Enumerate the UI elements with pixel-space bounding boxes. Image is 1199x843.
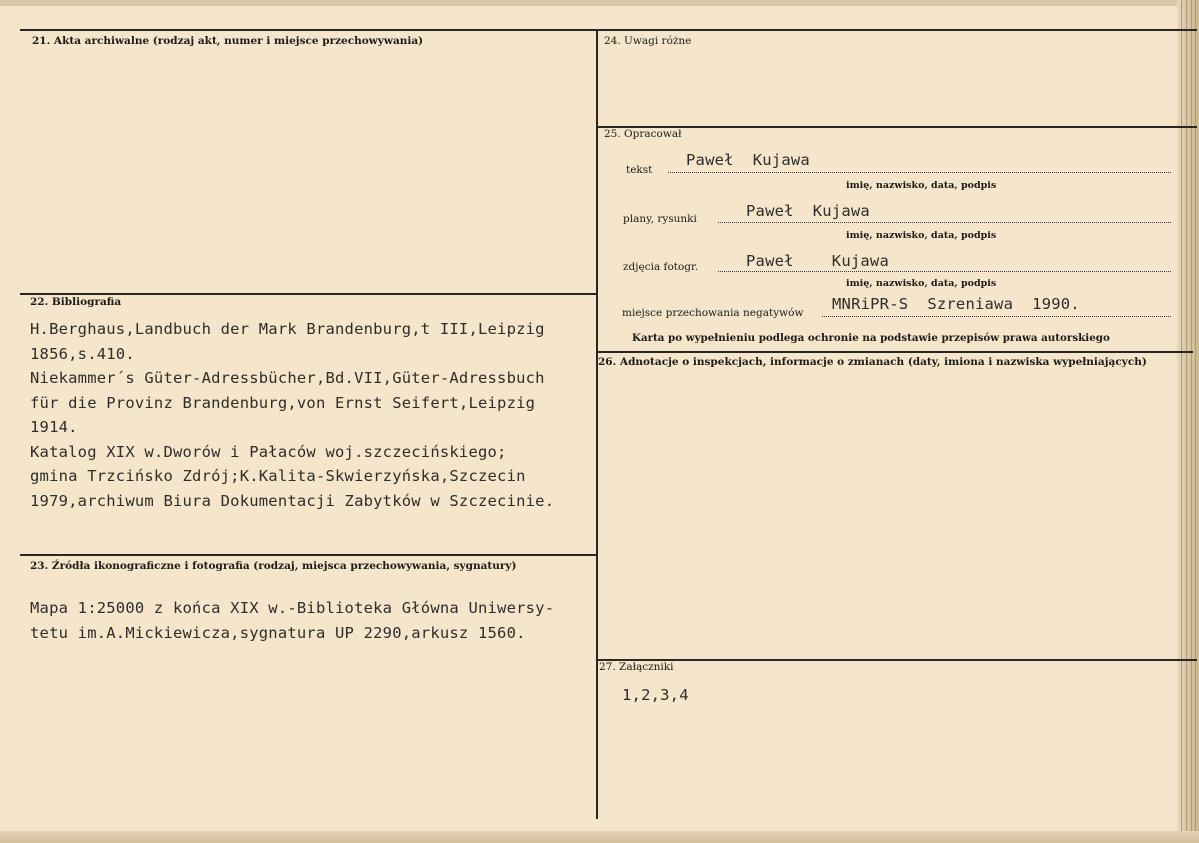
negatywy-value: MNRiPR-S Szreniawa 1990. — [832, 295, 1080, 313]
bibliography-text — [30, 317, 554, 513]
bibliography-line: gmina Trzcińsko Zdrój;K.Kalita-Skwierzyńska,Szczecin — [30, 467, 526, 485]
plany-value: Paweł Kujawa — [746, 202, 870, 220]
section-27-label: 27. Załączniki — [599, 661, 674, 673]
iconography-line: Mapa 1:25000 z końca XIX w.-Biblioteka Główna Uniwersy- — [30, 599, 555, 617]
section-23-label: 23. Źródła ikonograficzne i fotografia (rodzaj, miejsca przechowywania, sygnatury) — [30, 560, 517, 572]
rule-24-25 — [596, 126, 1197, 128]
section-25-label: 25. Opracował — [604, 128, 682, 140]
tekst-caption: imię, nazwisko, data, podpis — [846, 180, 997, 191]
section-26-label: 26. Adnotacje o inspekcjach, informacje o zmianach (daty, imiona i nazwiska wypełniających) — [598, 356, 1147, 368]
section-22-label: 22. Bibliografia — [30, 296, 122, 308]
tekst-dotted-line — [668, 172, 1171, 173]
zdjecia-caption: imię, nazwisko, data, podpis — [846, 278, 997, 289]
zdjecia-label: zdjęcia fotogr. — [623, 261, 699, 273]
tekst-label: tekst — [626, 164, 653, 176]
rule-22-23 — [20, 554, 596, 556]
copyright-note: Karta po wypełnieniu podlega ochronie na podstawie przepisów prawa autorskiego — [632, 332, 1110, 344]
card-bottom-edge — [0, 831, 1199, 843]
bibliography-line: 1914. — [30, 418, 78, 436]
rule-21-22 — [20, 293, 596, 295]
plany-caption: imię, nazwisko, data, podpis — [846, 230, 997, 241]
plany-label: plany, rysunki — [623, 213, 697, 225]
rule-top — [20, 29, 1197, 31]
zdjecia-value: Paweł Kujawa — [746, 252, 889, 270]
attachments-value: 1,2,3,4 — [622, 686, 689, 704]
bibliography-line: 1979,archiwum Biura Dokumentacji Zabytków w Szczecinie. — [30, 491, 555, 510]
negatywy-label: miejsce przechowania negatywów — [622, 307, 804, 319]
negatywy-dotted-line — [822, 316, 1171, 317]
section-24-label: 24. Uwagi różne — [604, 35, 692, 47]
bibliography-line: H.Berghaus,Landbuch der Mark Brandenburg,t III,Leipzig — [30, 320, 545, 338]
bibliography-line: Katalog XIX w.Dworów i Pałaców woj.szczecińskiego; — [30, 442, 507, 461]
bibliography-line: 1856,s.410. — [30, 344, 135, 363]
plany-dotted-line — [718, 222, 1171, 223]
tekst-value: Paweł Kujawa — [686, 151, 810, 169]
rule-26-27 — [596, 659, 1197, 661]
iconography-line: tetu im.A.Mickiewicza,sygnatura UP 2290,arkusz 1560. — [30, 623, 526, 642]
bibliography-line: für die Provinz Brandenburg,von Ernst Seifert,Leipzig — [30, 393, 536, 412]
zdjecia-dotted-line — [718, 271, 1171, 272]
bibliography-line: Niekammer´s Güter-Adressbücher,Bd.VII,Güter-Adressbuch — [30, 369, 545, 387]
iconography-text — [30, 596, 554, 645]
card-top-edge — [0, 0, 1199, 6]
rule-center — [596, 29, 598, 819]
rule-25-26 — [596, 351, 1193, 353]
section-21-label: 21. Akta archiwalne (rodzaj akt, numer i miejsce przechowywania) — [32, 35, 424, 47]
